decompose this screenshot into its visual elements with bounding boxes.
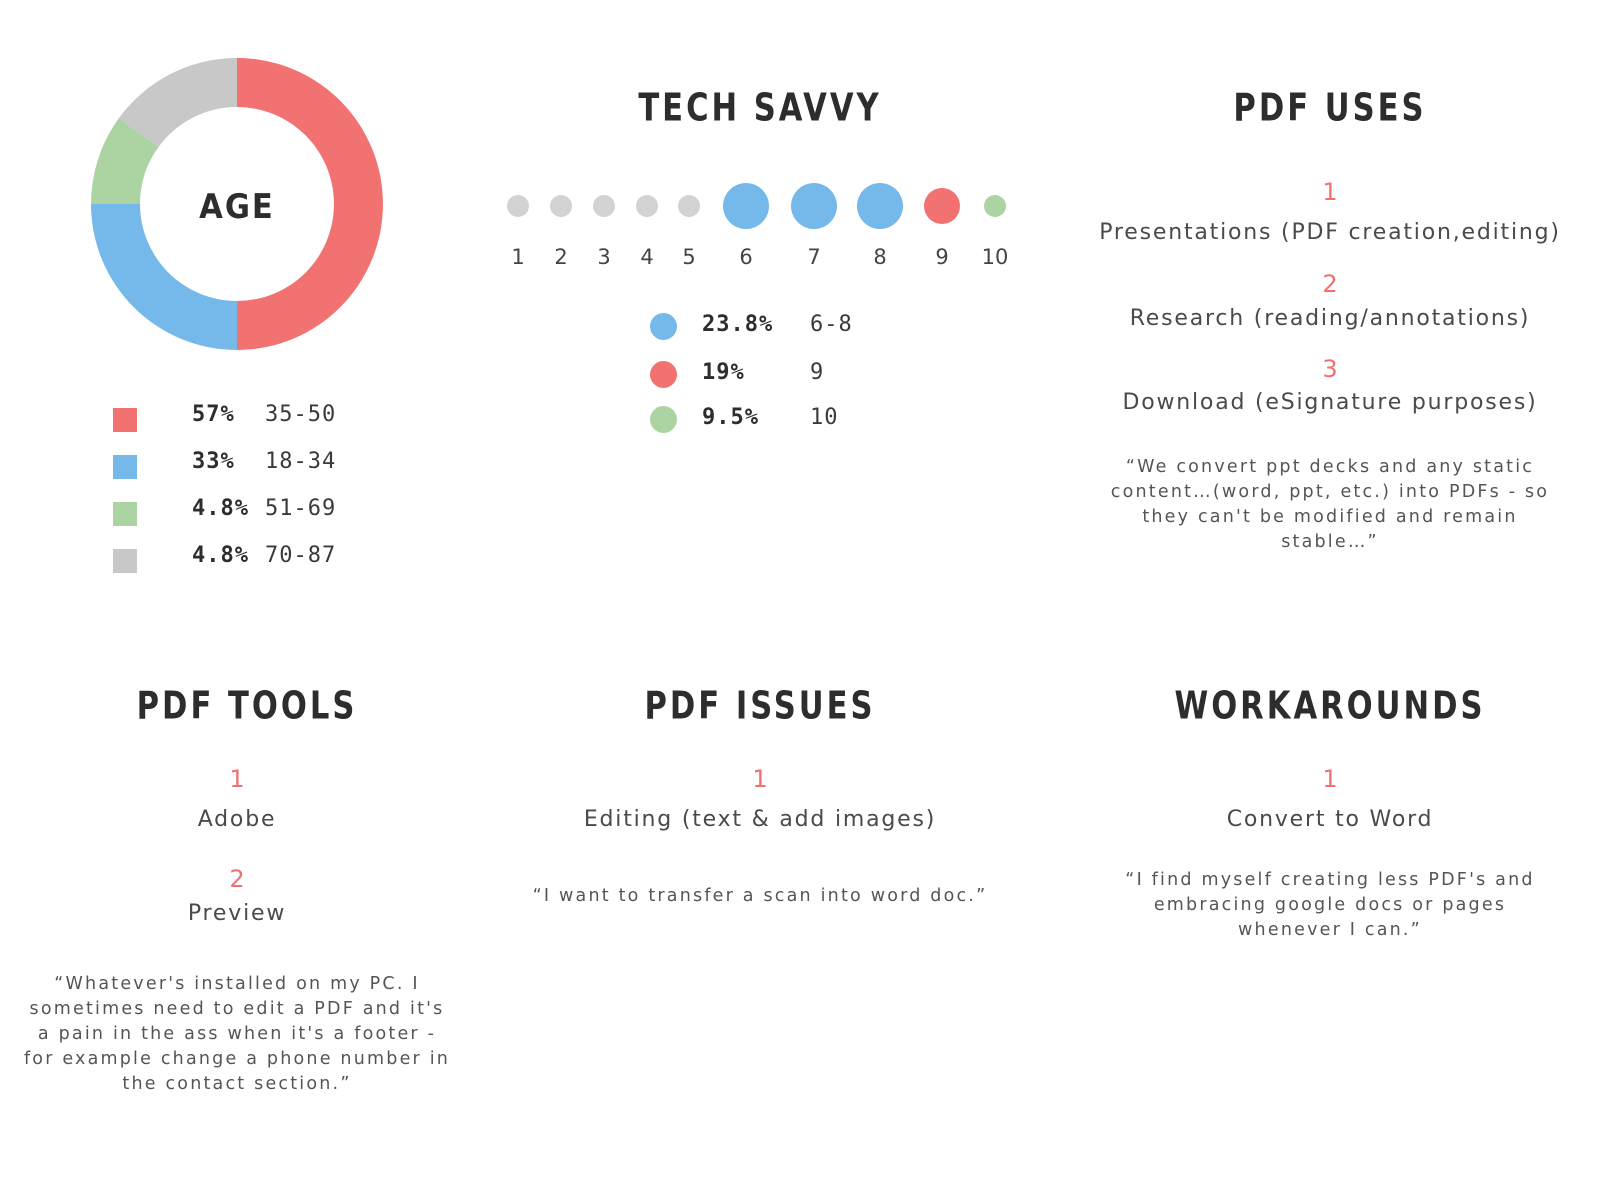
tech-savvy-tick-7: 7 <box>807 245 821 269</box>
age-legend-percent: 4.8% <box>192 543 249 568</box>
age-legend-swatch <box>113 455 137 479</box>
tech-savvy-dot-10 <box>984 195 1006 217</box>
pdf-uses-rank-3: 3 <box>1322 355 1338 383</box>
pdf-issues-quote: “I want to transfer a scan into word doc.” <box>532 886 988 906</box>
age-chart-title: AGE <box>199 187 275 227</box>
pdf-issues-rank-1: 1 <box>752 765 768 793</box>
pdf-tools-item-1: Adobe <box>197 807 277 832</box>
age-legend-swatch <box>113 502 137 526</box>
pdf-tools-quote: “Whatever's installed on my PC. I sometimes need to edit a PDF and it's a pain in the ass when it's a footer - for example change a phone number in the contact section.” <box>23 974 451 1094</box>
workarounds-rank-1: 1 <box>1322 765 1338 793</box>
tech-savvy-tick-10: 10 <box>981 245 1009 269</box>
tech-savvy-dot-5 <box>678 195 700 217</box>
pdf-tools-rank-2: 2 <box>229 865 245 893</box>
pdf-uses-rank-1: 1 <box>1322 178 1338 206</box>
tech-savvy-tick-6: 6 <box>739 245 753 269</box>
tech-savvy-legend-dot <box>650 361 677 388</box>
pdf-tools-rank-1: 1 <box>229 765 245 793</box>
age-legend-percent: 4.8% <box>192 496 249 521</box>
tech-savvy-tick-2: 2 <box>554 245 568 269</box>
tech-savvy-dot-1 <box>507 195 529 217</box>
tech-savvy-tick-1: 1 <box>511 245 525 269</box>
pdf-uses-title: PDF USES <box>1233 85 1427 131</box>
tech-savvy-dot-6 <box>723 183 769 229</box>
tech-savvy-tick-4: 4 <box>640 245 654 269</box>
tech-savvy-legend-percent: 19% <box>702 360 745 385</box>
tech-savvy-tick-5: 5 <box>682 245 696 269</box>
age-legend-range: 51-69 <box>265 496 337 521</box>
pdf-uses-item-1: Presentations (PDF creation,editing) <box>1099 220 1561 245</box>
pdf-tools-title: PDF TOOLS <box>136 683 358 729</box>
pdf-issues-item-1: Editing (text & add images) <box>583 807 937 832</box>
pdf-uses-quote: “We convert ppt decks and any static content…(word, ppt, etc.) into PDFs - so they can't be modified and remain stable…” <box>1110 457 1550 552</box>
tech-savvy-dot-8 <box>857 183 903 229</box>
tech-savvy-legend-dot <box>650 313 677 340</box>
tech-savvy-dot-3 <box>593 195 615 217</box>
tech-savvy-dot-4 <box>636 195 658 217</box>
tech-savvy-dot-9 <box>924 188 960 224</box>
tech-savvy-legend-range: 6-8 <box>810 312 853 337</box>
tech-savvy-dot-7 <box>791 183 837 229</box>
age-legend-range: 35-50 <box>265 402 337 427</box>
tech-savvy-tick-9: 9 <box>935 245 949 269</box>
workarounds-quote: “I find myself creating less PDF's and embracing google docs or pages whenever I can.” <box>1125 870 1535 940</box>
age-legend-swatch <box>113 549 137 573</box>
tech-savvy-tick-3: 3 <box>597 245 611 269</box>
workarounds-item-1: Convert to Word <box>1226 807 1434 832</box>
age-legend-swatch <box>113 408 137 432</box>
tech-savvy-legend-percent: 23.8% <box>702 312 774 337</box>
tech-savvy-legend-range: 9 <box>810 360 825 385</box>
workarounds-title: WORKAROUNDS <box>1174 683 1486 729</box>
tech-savvy-dot-2 <box>550 195 572 217</box>
tech-savvy-legend-range: 10 <box>810 405 839 430</box>
pdf-uses-item-3: Download (eSignature purposes) <box>1122 390 1538 415</box>
pdf-issues-title: PDF ISSUES <box>644 683 876 729</box>
tech-savvy-legend-percent: 9.5% <box>702 405 759 430</box>
tech-savvy-tick-8: 8 <box>873 245 887 269</box>
age-legend-percent: 57% <box>192 402 235 427</box>
tech-savvy-legend-dot <box>650 406 677 433</box>
age-legend-percent: 33% <box>192 449 235 474</box>
age-legend-range: 70-87 <box>265 543 337 568</box>
pdf-uses-item-2: Research (reading/annotations) <box>1129 306 1531 331</box>
pdf-tools-item-2: Preview <box>187 901 287 926</box>
age-legend-range: 18-34 <box>265 449 337 474</box>
pdf-uses-rank-2: 2 <box>1322 270 1338 298</box>
tech-savvy-title: TECH SAVVY <box>638 85 882 131</box>
